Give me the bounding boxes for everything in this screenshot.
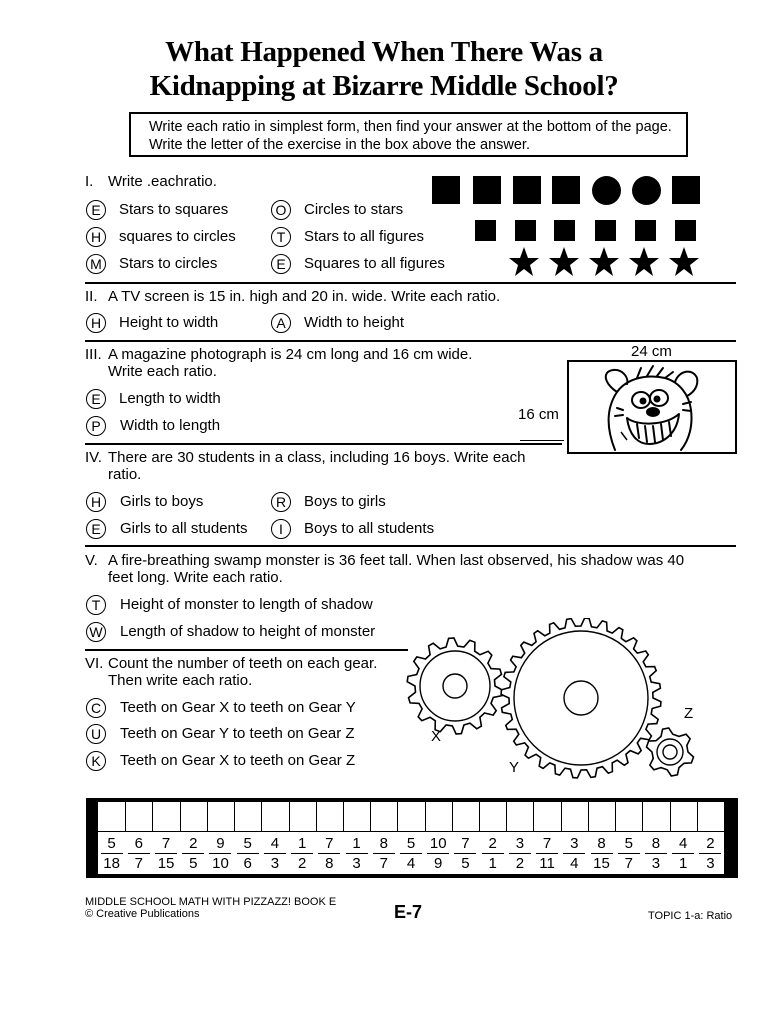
exercise-letter: U <box>86 724 106 744</box>
square-shape <box>672 176 700 204</box>
section-5-prompt-1: A fire-breathing swamp monster is 36 feet tall. When last observed, his shadow was 40 <box>108 552 685 569</box>
answer-denominator: 1 <box>679 855 688 872</box>
title-line-1: What Happened When There Was a <box>165 36 603 68</box>
exercise-letter: R <box>271 492 291 512</box>
gear-x-label: X <box>431 728 442 745</box>
answer-numerator: 3 <box>515 835 525 852</box>
exercise-text: Stars to circles <box>119 255 218 272</box>
answer-box[interactable] <box>452 802 479 832</box>
answer-denominator: 3 <box>270 855 280 872</box>
fraction-bar <box>591 853 613 854</box>
section-6-numeral: VI. <box>85 655 104 672</box>
answer-box[interactable] <box>152 802 179 832</box>
answer-denominator: 7 <box>624 855 633 872</box>
answer-numerator: 8 <box>379 835 388 852</box>
divider <box>85 649 408 651</box>
answer-numerator: 6 <box>134 835 143 852</box>
section-2-prompt: A TV screen is 15 in. high and 20 in. wide. Write each ratio. <box>108 288 501 305</box>
exercise-letter: T <box>86 595 106 615</box>
answer-numerator: 7 <box>461 835 470 852</box>
divider <box>85 340 736 342</box>
star-shape <box>509 247 539 276</box>
fraction-bar <box>209 853 231 854</box>
circle-shape <box>632 176 661 205</box>
answer-fraction <box>181 835 205 872</box>
exercise-text: Length of shadow to height of monster <box>120 623 376 640</box>
footer-book: MIDDLE SCHOOL MATH WITH PIZZAZZ! BOOK E <box>85 896 337 908</box>
divider <box>85 282 736 284</box>
section-4-prompt-2: ratio. <box>108 466 142 483</box>
answer-numerator: 5 <box>624 835 633 852</box>
answer-box[interactable] <box>533 802 560 832</box>
exercise-text: Stars to all figures <box>304 228 425 245</box>
answer-box[interactable] <box>561 802 588 832</box>
divider <box>85 443 562 445</box>
answer-box[interactable] <box>397 802 424 832</box>
instructions-box: Write each ratio in simplest form, then find your answer at the bottom of the page. Write the letter of the exercise in the box above the answer. <box>129 112 688 157</box>
fraction-bar <box>373 853 395 854</box>
answer-denominator: 3 <box>706 855 715 872</box>
exercise-text: Girls to all students <box>120 520 248 537</box>
answer-denominator: 10 <box>212 855 229 872</box>
answer-box[interactable] <box>98 802 125 832</box>
fraction-bar <box>264 853 286 854</box>
answer-fraction <box>208 835 232 872</box>
section-1-prompt: Write .eachratio. <box>108 173 217 190</box>
answer-denominator: 15 <box>157 855 175 872</box>
answer-fraction <box>644 835 668 872</box>
section-5-numeral: V. <box>85 552 98 569</box>
square-shape <box>515 220 536 241</box>
answer-fraction <box>481 835 505 872</box>
answer-box[interactable] <box>180 802 207 832</box>
answer-numerator: 2 <box>706 835 715 852</box>
answer-denominator: 2 <box>297 855 307 872</box>
answer-numerator: 1 <box>352 835 361 852</box>
fraction-bar <box>699 853 721 854</box>
answer-denominator: 4 <box>570 855 579 872</box>
section-5-prompt-2: feet long. Write each ratio. <box>108 569 283 586</box>
exercise-text: squares to circles <box>119 228 236 245</box>
exercise-text: Circles to stars <box>304 201 404 218</box>
answer-fraction <box>671 835 695 872</box>
answer-fraction <box>263 835 287 872</box>
photo-height-label: 16 cm <box>518 406 559 423</box>
answer-fraction <box>617 835 641 872</box>
exercise-letter: E <box>86 389 106 409</box>
exercise-letter: A <box>271 313 291 333</box>
exercise-letter: K <box>86 751 106 771</box>
dimension-line <box>520 440 564 441</box>
square-shape <box>552 176 580 204</box>
answer-box[interactable] <box>343 802 370 832</box>
square-shape <box>475 220 496 241</box>
circle-shape <box>592 176 621 205</box>
fraction-bar <box>427 853 449 854</box>
answer-fraction <box>562 835 586 872</box>
gear-z-label: Z <box>684 705 694 722</box>
answer-box[interactable] <box>615 802 642 832</box>
photograph-illustration <box>567 360 737 454</box>
gear-x <box>407 638 503 734</box>
fraction-bar <box>645 853 667 854</box>
answer-box[interactable] <box>425 802 452 832</box>
fraction-bar <box>155 853 177 854</box>
answer-numerator: 7 <box>542 835 552 852</box>
fraction-bar <box>563 853 585 854</box>
exercise-letter: H <box>86 492 106 512</box>
exercise-text: Squares to all figures <box>304 255 445 272</box>
answer-box[interactable] <box>506 802 533 832</box>
answer-box[interactable] <box>234 802 261 832</box>
stars-row <box>508 246 704 278</box>
answer-denominator: 2 <box>515 855 525 872</box>
answer-fraction <box>290 835 314 872</box>
footer-copyright: © Creative Publications <box>85 908 200 920</box>
exercise-text: Boys to girls <box>304 493 386 510</box>
exercise-text: Height to width <box>119 314 219 331</box>
answer-numerator: 7 <box>325 835 334 852</box>
answer-box[interactable] <box>289 802 316 832</box>
answer-fraction <box>236 835 260 872</box>
answer-fraction <box>698 835 722 872</box>
exercise-letter: I <box>271 519 291 539</box>
answer-numerator: 2 <box>488 835 497 852</box>
exercise-text: Width to length <box>120 417 221 434</box>
fraction-bar <box>536 853 558 854</box>
answer-numerator: 9 <box>216 835 225 852</box>
answer-denominator: 7 <box>379 855 388 872</box>
answer-fraction <box>345 835 369 872</box>
answer-fraction <box>154 835 178 872</box>
fraction-bar <box>482 853 504 854</box>
section-6-prompt-1: Count the number of teeth on each gear. <box>108 655 378 672</box>
fraction-bar <box>291 853 313 854</box>
answer-denominator: 7 <box>134 855 143 872</box>
exercise-text: Girls to boys <box>120 493 204 510</box>
answer-fraction <box>508 835 532 872</box>
answer-box[interactable] <box>697 802 724 832</box>
answer-denominator: 15 <box>593 855 610 872</box>
answer-box[interactable] <box>125 802 152 832</box>
answer-denominator: 3 <box>352 855 361 872</box>
exercise-letter: T <box>271 227 291 247</box>
answer-denominator: 1 <box>488 855 497 872</box>
answer-box[interactable] <box>588 802 615 832</box>
fraction-bar <box>618 853 640 854</box>
answer-box[interactable] <box>670 802 697 832</box>
section-4-numeral: IV. <box>85 449 102 466</box>
exercise-letter: H <box>86 227 106 247</box>
answer-numerator: 4 <box>679 835 688 852</box>
exercise-text: Length to width <box>119 390 221 407</box>
section-3-prompt-2: Write each ratio. <box>108 363 217 380</box>
answer-denominator: 18 <box>103 855 120 872</box>
answer-numerator: 1 <box>297 835 307 852</box>
exercise-letter: O <box>271 200 291 220</box>
exercise-text: Width to height <box>304 314 405 331</box>
square-shape <box>675 220 696 241</box>
gear-y-label: Y <box>509 759 520 776</box>
answer-denominator: 8 <box>325 855 334 872</box>
answer-denominator: 5 <box>189 855 198 872</box>
exercise-letter: E <box>271 254 291 274</box>
answer-numerator: 2 <box>189 835 198 852</box>
square-shape <box>554 220 575 241</box>
answer-denominator: 6 <box>243 855 252 872</box>
exercise-text: Teeth on Gear X to teeth on Gear Y <box>120 699 356 716</box>
fraction-bar <box>346 853 368 854</box>
gear-y <box>501 618 661 778</box>
fraction-bar <box>454 853 476 854</box>
section-6-prompt-2: Then write each ratio. <box>108 672 253 689</box>
answer-denominator: 9 <box>434 855 443 872</box>
fraction-bar <box>318 853 340 854</box>
section-4-prompt-1: There are 30 students in a class, including 16 boys. Write each <box>108 449 526 466</box>
square-shape <box>635 220 656 241</box>
exercise-letter: W <box>86 622 106 642</box>
answer-numerator: 3 <box>570 835 579 852</box>
answer-denominator: 3 <box>651 855 661 872</box>
exercise-letter: M <box>86 254 106 274</box>
section-3-numeral: III. <box>85 346 102 363</box>
section-1-numeral: I. <box>85 173 94 190</box>
answer-fraction <box>317 835 341 872</box>
title-line-2: Kidnapping at Bizarre Middle School? <box>149 70 619 102</box>
answer-numerator: 7 <box>161 835 171 852</box>
section-2-numeral: II. <box>85 288 98 305</box>
square-shape <box>432 176 460 204</box>
fraction-bar <box>672 853 694 854</box>
answer-numerator: 4 <box>270 835 280 852</box>
exercise-letter: H <box>86 313 106 333</box>
answer-numerator: 5 <box>406 835 416 852</box>
exercise-text: Height of monster to length of shadow <box>120 596 373 613</box>
answer-denominator: 5 <box>461 855 470 872</box>
square-shape <box>513 176 541 204</box>
section-3-prompt-1: A magazine photograph is 24 cm long and 16 cm wide. <box>108 346 473 363</box>
answer-fraction <box>127 835 151 872</box>
gear-z <box>647 728 694 776</box>
answer-numerator: 5 <box>107 835 116 852</box>
answer-fraction <box>100 835 124 872</box>
answer-numerator: 8 <box>597 835 606 852</box>
answer-fraction <box>372 835 396 872</box>
footer-topic: TOPIC 1-a: Ratio <box>648 910 733 922</box>
star-shape <box>669 247 699 276</box>
exercise-letter: C <box>86 698 106 718</box>
star-shape <box>629 247 659 276</box>
exercise-text: Teeth on Gear X to teeth on Gear Z <box>120 752 356 769</box>
answer-box[interactable] <box>479 802 506 832</box>
star-shape <box>549 247 579 276</box>
fraction-bar <box>509 853 531 854</box>
answer-numerator: 5 <box>243 835 252 852</box>
fraction-bar <box>237 853 259 854</box>
exercise-text: Boys to all students <box>304 520 435 537</box>
answer-fraction <box>590 835 614 872</box>
fraction-bar <box>182 853 204 854</box>
exercise-text: Teeth on Gear Y to teeth on Gear Z <box>120 725 355 742</box>
star-shape <box>589 247 619 276</box>
square-shape <box>473 176 501 204</box>
gears-illustration <box>405 618 705 783</box>
answer-fraction <box>535 835 559 872</box>
photo-width-label: 24 cm <box>631 343 672 360</box>
answer-box[interactable] <box>207 802 234 832</box>
answer-fraction <box>399 835 423 872</box>
exercise-letter: E <box>86 200 106 220</box>
fraction-bar <box>400 853 422 854</box>
answer-fraction <box>426 835 450 872</box>
answer-strip <box>98 802 724 874</box>
answer-box[interactable] <box>261 802 288 832</box>
fraction-bar <box>128 853 150 854</box>
fraction-bar <box>101 853 123 854</box>
answer-denominator: 4 <box>406 855 416 872</box>
answer-fraction <box>453 835 477 872</box>
exercise-letter: E <box>86 519 106 539</box>
square-shape <box>595 220 616 241</box>
answer-denominator: 11 <box>539 855 555 872</box>
answer-box[interactable] <box>316 802 343 832</box>
answer-numerator: 8 <box>651 835 661 852</box>
answer-numerator: 10 <box>429 835 447 852</box>
exercise-text: Stars to squares <box>119 201 229 218</box>
divider <box>85 545 736 547</box>
exercise-letter: P <box>86 416 106 436</box>
page-number: E-7 <box>394 902 423 922</box>
answer-box[interactable] <box>370 802 397 832</box>
answer-box[interactable] <box>642 802 669 832</box>
